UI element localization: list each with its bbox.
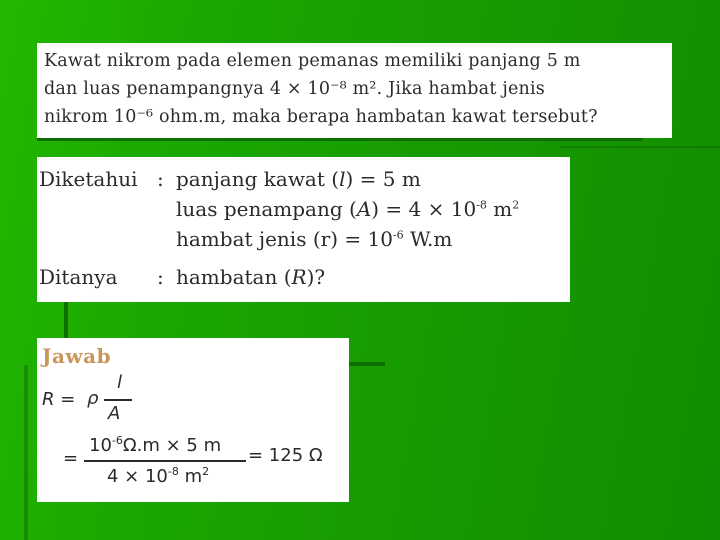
calc-result: = 125 Ω [248,445,323,466]
calc-denominator: $4 \times 10^{-8}$ $m^2$ [107,465,210,487]
known-label: Diketahui [39,167,138,191]
decor-stripe [64,302,68,338]
formula-fraction-bar [104,399,132,401]
problem-text [44,47,670,131]
asked-colon: : [157,265,164,289]
formula-denominator: A [108,403,121,424]
decor-stripe [349,362,385,366]
problem-statement-box [37,43,672,138]
known-resistivity: hambat jenis $(r) = 10^{-6}$ W.m [176,227,453,251]
asked-label: Ditanya [39,265,118,289]
known-area: luas penampang $(A) = 4 \times 10^{-8}$ $m^2$ [176,197,520,221]
answer-box [37,338,349,502]
calc-numerator: $10^{-6}\Omega.m \times 5$ m [89,434,222,456]
calc-fraction-bar [84,460,246,462]
problem-line: nikrom 10⁻⁶ ohm.m, maka berapa hambatan kawat tersebut? [44,107,598,127]
problem-line: Kawat nikrom pada elemen pemanas memiliki panjang 5 m [44,51,581,71]
decor-stripe [560,146,720,148]
known-colon: : [157,167,164,191]
decor-stripe [37,138,643,141]
formula-numerator: l [117,372,123,393]
formula-lhs: R = [42,389,76,410]
answer-title: Jawab [42,344,112,368]
asked-resistance: hambatan (R)? [176,265,326,289]
known-length: panjang kawat (l) = 5 m [176,167,421,191]
decor-stripe [24,365,28,540]
known-asked-box [37,157,570,302]
calc-equals: = [63,448,79,469]
problem-line: dan luas penampangnya 4 × 10⁻⁸ m². Jika hambat jenis [44,79,545,99]
formula-rho: ρ [87,388,99,409]
